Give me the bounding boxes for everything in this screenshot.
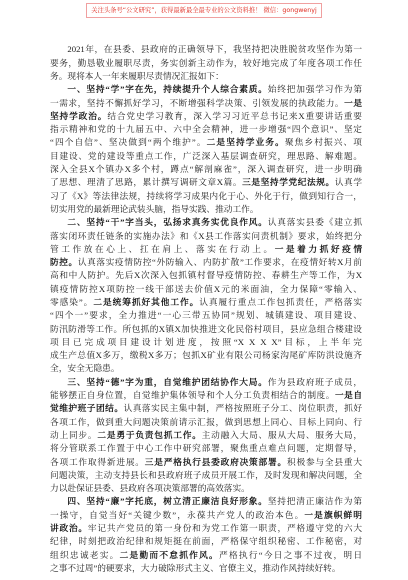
body-text: 动上同步。 xyxy=(50,429,98,440)
bold-heading-text: 三是严格执行县委政府决策部署。 xyxy=(144,456,287,467)
document-body xyxy=(50,43,362,575)
bold-heading-text: 讲政治。 xyxy=(50,523,88,534)
body-text: 积极参与全县重大 xyxy=(286,456,362,467)
body-text: 能够摆正自身位置，自觉维护集体领导和个人分工负责相结合的制度。 xyxy=(50,390,335,401)
body-text: 高和中人防护。先后X次深入包抓镇村督导疫情防控、春耕生产等工作，为X xyxy=(50,270,362,281)
text-line xyxy=(50,482,362,495)
body-text: 认真学 xyxy=(334,177,362,188)
body-text: 成生产总值X多万，缴税X多万；包抓X矿业有限公司杨家沟尾矿库防洪设施齐 xyxy=(50,350,362,361)
paragraph xyxy=(50,216,362,376)
text-line xyxy=(50,230,362,243)
body-text: 始终把加强学习作为第 xyxy=(267,84,362,95)
body-text: 一操守，自觉当好“关键少数”，永葆共产党人的政治本色。 xyxy=(50,509,305,520)
body-text: 坚持把清正廉洁作为第 xyxy=(267,496,362,507)
text-line xyxy=(50,376,362,389)
body-text: 问题决策，主动支持县长和县政府班子成员开展工作，及时发现和解决问题，全 xyxy=(50,469,362,480)
body-text: 力以赴保证县委、县政府各项决策部署的高效落实。 xyxy=(50,483,250,494)
paragraph xyxy=(50,43,362,83)
bold-heading-text: 二、坚持“干”字当头，弘扬求真务实优良作风。 xyxy=(67,217,268,228)
text-line xyxy=(50,416,362,429)
body-text: 认真履行重点工作包抓责任，严格落实 xyxy=(199,296,362,307)
bold-heading-text: 一是 xyxy=(344,97,362,108)
body-text: 认真落实民主集中制，严格按照班子分工、岗位职责，抓好 xyxy=(123,403,362,414)
paragraph xyxy=(50,83,362,216)
bold-heading-text: 三、坚持“德”字为重，自觉维护团结协作大局。 xyxy=(67,376,268,387)
body-text: 深入全县X个镇办X多个村，蹲点“解剖麻雀”，深入调查研究，进一步明确 xyxy=(50,164,362,175)
text-line xyxy=(50,522,362,535)
header-banner xyxy=(86,3,322,18)
body-text: 作为县政府班子成员， xyxy=(267,376,362,387)
bold-heading-text: 坚持学政治。 xyxy=(50,110,108,121)
text-line xyxy=(50,243,362,256)
bold-heading-text: 一是自 xyxy=(334,390,362,401)
text-line xyxy=(50,469,362,482)
text-line xyxy=(50,349,362,362)
text-line xyxy=(50,57,362,70)
bold-heading-text: 一是着力抓好疫情 xyxy=(274,243,362,254)
text-line xyxy=(50,389,362,402)
bold-heading-text: 一、坚持“学”字在先，持续提升个人综合素质。 xyxy=(67,84,268,95)
bold-heading-text: 二是统筹抓好其他工作。 xyxy=(93,296,200,307)
body-text: 全，安全无隐患。 xyxy=(50,363,120,374)
text-line xyxy=(50,309,362,322)
bold-heading-text: 四、坚持“廉”字托底，树立清正廉洁良好形象。 xyxy=(67,496,268,507)
text-line xyxy=(50,83,362,96)
body-text: 项目已完成项目建设计划进度，按照“X X X X”目标，上半年完 xyxy=(50,336,362,347)
body-text: 将分管联系工作置于中心工作中研究部署，聚焦重点难点问题，定期督导， xyxy=(50,443,362,454)
text-line xyxy=(50,362,362,375)
body-text: 指示精神和党的十九届五中、六中全会精神，进一步增强“四个意识”、坚定 xyxy=(50,124,362,135)
text-line xyxy=(50,123,362,136)
text-line xyxy=(50,176,362,189)
bold-heading-text: 一是旗帜鲜明 xyxy=(304,509,362,520)
text-line xyxy=(50,562,362,575)
text-line xyxy=(50,549,362,562)
text-line xyxy=(50,43,362,56)
text-line xyxy=(50,296,362,309)
text-line xyxy=(50,256,362,269)
body-text: 镇疫情防控X项防控一线干部送去价值X元的米面油，全力保障“零输入、 xyxy=(50,283,362,294)
text-line xyxy=(50,150,362,163)
paragraph xyxy=(50,376,362,496)
body-text: 2021年，在县委、县政府的正确领导下，我坚持把决胜脱贫攻坚作为第一 xyxy=(67,44,362,55)
text-line xyxy=(50,336,362,349)
body-text: 管工作放在心上、扛在肩上、落实在行动上。 xyxy=(50,243,275,254)
text-line xyxy=(50,163,362,176)
text-line xyxy=(50,429,362,442)
body-text: 各项工作取得新进展。 xyxy=(50,456,145,467)
bold-heading-text: 二是坚持学业务。 xyxy=(206,137,285,148)
body-text: 聚焦乡村振兴、项 xyxy=(284,137,362,148)
text-line xyxy=(50,456,362,469)
text-line xyxy=(50,269,362,282)
bold-heading-text: 二是勤而不怠抓作风。 xyxy=(119,549,219,560)
body-text: 各项工作，做到重大问题决策前请示汇报，做到思想上同心、目标上同向、行 xyxy=(50,416,362,427)
body-text: 防汛防滑等工作。所包抓的X镇X加快推进文化民俗村项目，县应急组合楼建设 xyxy=(50,323,362,334)
body-text: 务。现将本人一年来履职尽责情况汇报如下： xyxy=(50,70,224,81)
text-line xyxy=(50,509,362,522)
bold-heading-text: 三是坚持学党纪法规。 xyxy=(242,177,335,188)
text-line xyxy=(50,216,362,229)
text-line xyxy=(50,190,362,203)
text-line xyxy=(50,402,362,415)
banner-text: 关注头条号“公文研究”，获得最新最全最专业的公文资料推！ 微信：gongwenyj xyxy=(91,7,317,14)
body-text: 切实用党的最新理论武装头脑，指导实践、推动工作。 xyxy=(50,203,259,214)
body-text: 目建设、党的建设等重点工作，广泛深入基层调查研究，理思路、解难题。 xyxy=(50,150,362,161)
body-text: 牢记共产党员的第一身份和为党工作第一职责，严格遵守党的六大 xyxy=(87,523,362,534)
text-line xyxy=(50,283,362,296)
body-text: “四个自信”、坚决做到“两个维护”。 xyxy=(50,137,207,148)
text-line xyxy=(50,136,362,149)
text-line xyxy=(50,97,362,110)
body-text: 纪律，时刻把政治纪律和规矩挺在前面，严格保守组织秘密、工作秘密，对 xyxy=(50,536,362,547)
bold-heading-text: 觉维护班子团结。 xyxy=(50,403,124,414)
paragraph xyxy=(50,495,362,575)
body-text: 习了《X》等法律法规，持续将学习成果内化于心、外化于行，做到知行合一， xyxy=(50,190,362,201)
body-text: 落实闭环责任链条的实施办法》和《X县工作落实问责机制》要求，始终把分 xyxy=(50,230,362,241)
body-text: 要务，勤恳敬业履职尽责，务实创新主动作为，较好地完成了年度各项工作任 xyxy=(50,57,362,68)
body-text: 结合党史学习教育，深入学习习近平总书记来X重要讲话重要 xyxy=(107,110,362,121)
text-line xyxy=(50,323,362,336)
body-text: 一需求，坚持不懈抓好学习，不断增强科学决策、引领发展的执政能力。 xyxy=(50,97,345,108)
body-text: 严格执行“今日之事不过夜，明日 xyxy=(219,549,362,560)
text-line xyxy=(50,495,362,508)
body-text: 认真落实疫情防控“外防输入、内防扩散”工作要求，在疫情好转X月前 xyxy=(77,257,362,268)
body-text: 了思想、理清了思路，累计撰写调研文章X篇。 xyxy=(50,177,243,188)
body-text: 认真落实县委《建立抓 xyxy=(267,217,362,228)
body-text: 主动融入大局、服从大局、服务大局， xyxy=(201,429,362,440)
text-line xyxy=(50,535,362,548)
body-text: 之事不过周”的硬要求，大力破除形式主义、官僚主义，推动作风持续好转。 xyxy=(50,562,341,573)
body-text: 组织忠诚老实。 xyxy=(50,549,120,560)
body-text: 零感染”。 xyxy=(50,296,94,307)
text-line xyxy=(50,442,362,455)
text-line xyxy=(50,203,362,216)
body-text: “四个一”要求，全力推进“一心三带五协同”规划、城镇建设、项目建设、 xyxy=(50,310,362,321)
bold-heading-text: 二是勇于负责包抓工作。 xyxy=(97,429,202,440)
text-line xyxy=(50,70,362,83)
text-line xyxy=(50,110,362,123)
bold-heading-text: 防控。 xyxy=(50,257,78,268)
